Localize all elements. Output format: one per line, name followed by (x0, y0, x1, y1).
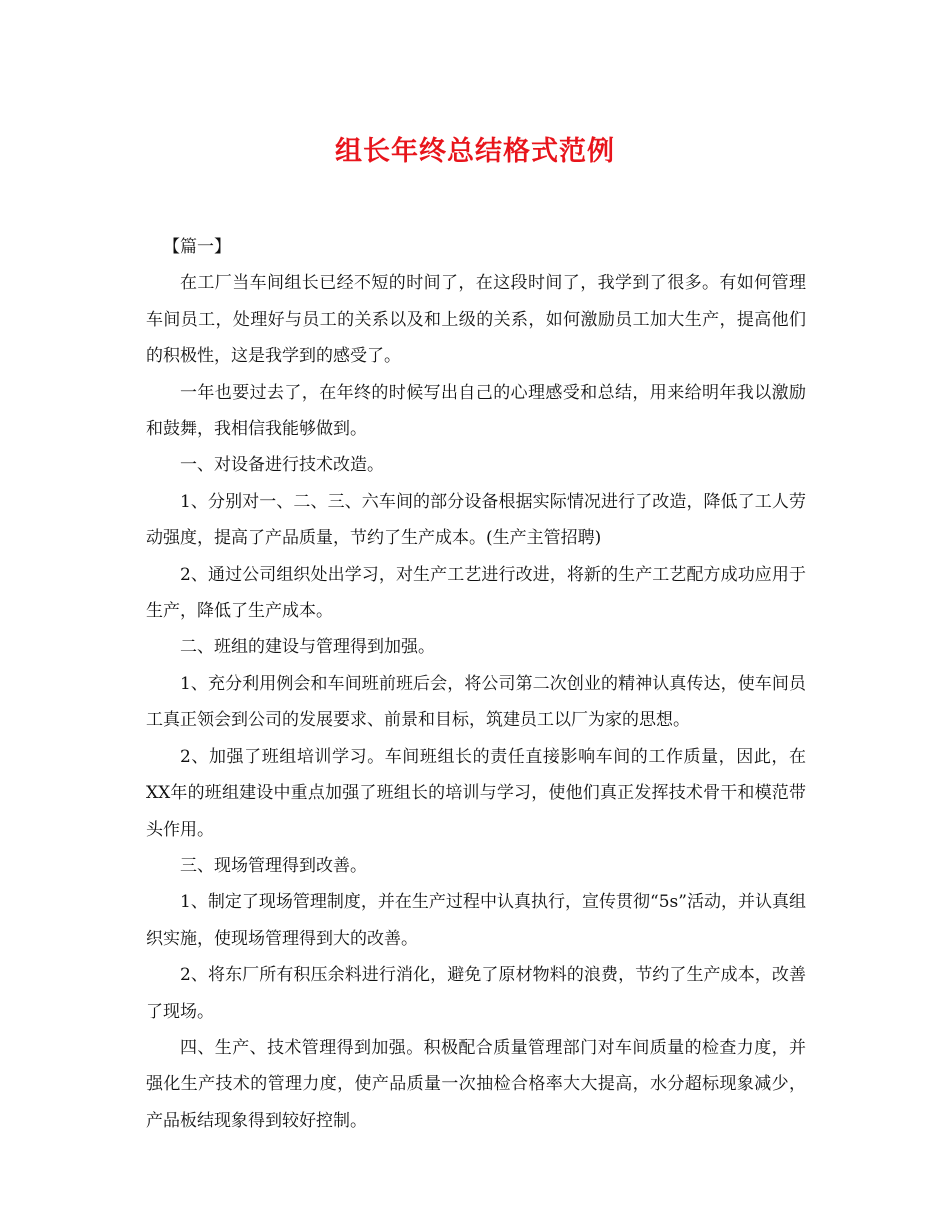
section-tag: 【篇一】 (163, 237, 231, 257)
paragraph: 2、通过公司组织处出学习，对生产工艺进行改进，将新的生产工艺配方成功应用于生产，降低了生产成本。 (146, 564, 806, 622)
paragraph: 2、将东厂所有积压余料进行消化，避免了原材物料的浪费，节约了生产成本，改善了现场。 (146, 965, 806, 1022)
paragraph: 2、加强了班组培训学习。车间班组长的责任直接影响车间的工作质量，因此，在XX年的班组建设中重点加强了班组长的培训与学习，使他们真正发挥技术骨干和模范带头作用。 (146, 746, 806, 840)
paragraph: 1、分别对一、二、三、六车间的部分设备根据实际情况进行了改造，降低了工人劳动强度，提高了产品质量，节约了生产成本。(生产主管招聘) (146, 491, 806, 549)
paragraph: 1、充分利用例会和车间班前班后会，将公司第二次创业的精神认真传达，使车间员工真正领会到公司的发展要求、前景和目标，筑建员工以厂为家的思想。 (146, 673, 806, 731)
paragraph: 在工厂当车间组长已经不短的时间了，在这段时间了，我学到了很多。有如何管理车间员工，处理好与员工的关系以及和上级的关系，如何激励员工加大生产，提高他们的积极性，这是我学到的感受了。 (146, 273, 806, 367)
section-heading: 一、对设备进行技术改造。 (180, 455, 384, 476)
section-heading: 二、班组的建设与管理得到加强。 (180, 637, 435, 658)
document-title: 组长年终总结格式范例 (335, 136, 615, 167)
section-heading: 三、现场管理得到改善。 (180, 855, 367, 876)
document-body (146, 229, 806, 1139)
paragraph: 一年也要过去了，在年终的时候写出自己的心理感受和总结，用来给明年我以激励和鼓舞，我相信我能够做到。 (146, 382, 806, 440)
paragraph: 1、制定了现场管理制度，并在生产过程中认真执行，宣传贯彻“5s”活动，并认真组织实施，使现场管理得到大的改善。 (146, 892, 806, 949)
paragraph: 四、生产、技术管理得到加强。积极配合质量管理部门对车间质量的检查力度，并强化生产技术的管理力度，使产品质量一次抽检合格率大大提高，水分超标现象减少，产品板结现象得到较好控制。 (146, 1037, 806, 1131)
